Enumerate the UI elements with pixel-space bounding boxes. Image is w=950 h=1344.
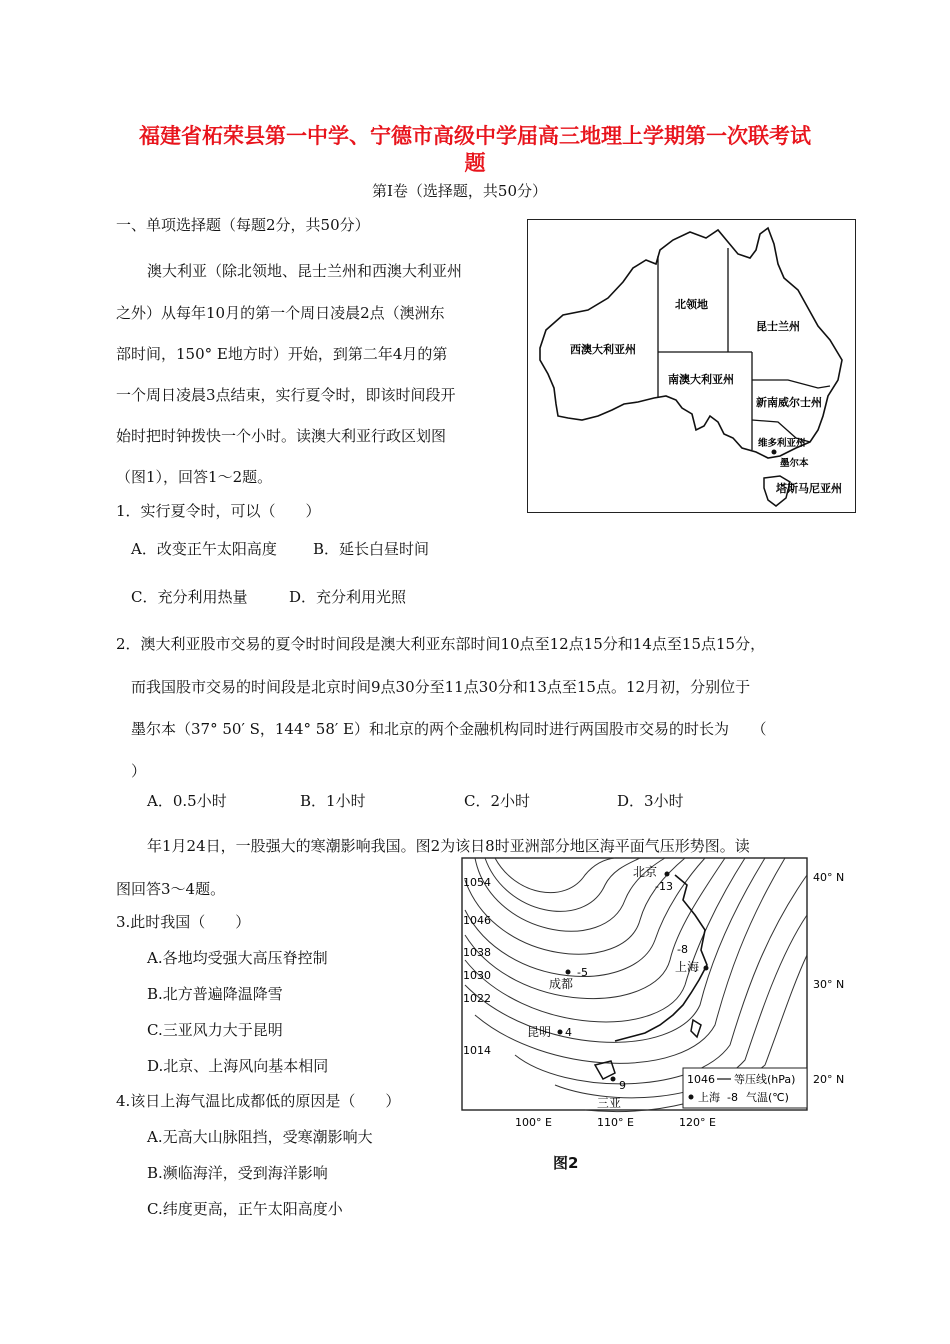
legend-temp-num: -8 bbox=[727, 1091, 738, 1104]
lat-label: 20° N bbox=[813, 1073, 845, 1086]
isobar-label: 1030 bbox=[463, 969, 491, 982]
city-chengdu: 成都 bbox=[549, 977, 574, 991]
q1-opt-b: B．延长白昼时间 bbox=[313, 540, 430, 558]
lat-label: 40° N bbox=[813, 871, 845, 884]
q1-opt-a: A．改变正午太阳高度 bbox=[131, 540, 277, 558]
isobar-label: 1022 bbox=[463, 992, 491, 1005]
q3-opt-a: A.各地均受强大高压脊控制 bbox=[147, 949, 328, 967]
intro1-line: 澳大利亚（除北领地、昆士兰州和西澳大利亚州 bbox=[147, 262, 463, 280]
q4-opt-b: B.濒临海洋，受到海洋影响 bbox=[147, 1164, 328, 1182]
label-nsw: 新南威尔士州 bbox=[756, 396, 822, 409]
legend-temp-city: 上海 bbox=[698, 1091, 720, 1104]
temp-shanghai: -8 bbox=[677, 943, 688, 956]
page-title-line2: 题 bbox=[464, 151, 486, 175]
isobar-label: 1054 bbox=[463, 876, 491, 889]
q2-opt-d: D．3小时 bbox=[617, 792, 684, 810]
label-wa: 西澳大利亚州 bbox=[570, 343, 636, 356]
pressure-map bbox=[455, 855, 855, 1135]
q2-opt-a: A．0.5小时 bbox=[147, 792, 227, 810]
label-tas: 塔斯马尼亚州 bbox=[776, 482, 842, 495]
lat-label: 30° N bbox=[813, 978, 845, 991]
intro1-line: 一个周日凌晨3点结束，实行夏令时，即该时间段开 bbox=[116, 386, 456, 404]
lon-label: 120° E bbox=[679, 1116, 716, 1129]
city-beijing: 北京 bbox=[633, 865, 658, 879]
q2-line: 2．澳大利亚股市交易的夏令时时间段是澳大利亚东部时间10点至12点15分和14点至15点15分， bbox=[116, 635, 766, 653]
city-sanya: 三亚 bbox=[597, 1096, 622, 1110]
section-subtitle: 第Ⅰ卷（选择题，共50分） bbox=[372, 182, 548, 200]
q3-stem: 3.此时我国（ ） bbox=[116, 913, 251, 931]
q4-opt-a: A.无高大山脉阻挡，受寒潮影响大 bbox=[147, 1128, 373, 1146]
isobar-label: 1038 bbox=[463, 946, 491, 959]
isobar-label: 1046 bbox=[463, 914, 491, 927]
lon-label: 100° E bbox=[515, 1116, 552, 1129]
q2-line: 墨尔本（37° 50′ S，144° 58′ E）和北京的两个金融机构同时进行两国股市交易的时长为 （ bbox=[131, 720, 767, 738]
q2-line: ） bbox=[131, 762, 147, 780]
city-shanghai: 上海 bbox=[675, 960, 700, 974]
intro1-line: （图1），回答1～2题。 bbox=[116, 468, 273, 486]
page-title: 福建省柘荣县第一中学、宁德市高级中学届高三地理上学期第一次联考试 bbox=[139, 124, 811, 148]
q1-stem: 1．实行夏令时，可以（ ） bbox=[116, 502, 321, 520]
label-sa: 南澳大利亚州 bbox=[668, 373, 734, 386]
label-qld: 昆士兰州 bbox=[756, 320, 800, 333]
legend-isobar-num: 1046 bbox=[687, 1073, 715, 1086]
temp-sanya: 9 bbox=[619, 1079, 626, 1092]
q2-opt-b: B．1小时 bbox=[300, 792, 366, 810]
lon-label: 110° E bbox=[597, 1116, 634, 1129]
intro2-line: 图回答3～4题。 bbox=[116, 880, 226, 898]
figure2-caption: 图2 bbox=[553, 1154, 579, 1172]
q1-opt-d: D．充分利用光照 bbox=[289, 588, 407, 606]
temp-chengdu: -5 bbox=[577, 966, 588, 979]
q3-opt-b: B.北方普遍降温降雪 bbox=[147, 985, 283, 1003]
q4-opt-c: C.纬度更高，正午太阳高度小 bbox=[147, 1200, 343, 1218]
q1-opt-c: C．充分利用热量 bbox=[131, 588, 248, 606]
legend-temp-text: 气温(℃) bbox=[746, 1091, 789, 1104]
q3-opt-c: C.三亚风力大于昆明 bbox=[147, 1021, 283, 1039]
temp-beijing: -13 bbox=[655, 880, 673, 893]
city-kunming: 昆明 bbox=[527, 1025, 552, 1039]
label-melbourne: 墨尔本 bbox=[780, 458, 809, 469]
section-heading: 一、单项选择题（每题2分，共50分） bbox=[116, 216, 370, 234]
australia-map bbox=[527, 219, 856, 513]
isobar-label: 1014 bbox=[463, 1044, 491, 1057]
label-vic: 维多利亚州 bbox=[758, 438, 806, 449]
intro2-line: 年1月24日，一股强大的寒潮影响我国。图2为该日8时亚洲部分地区海平面气压形势图。读 bbox=[147, 837, 750, 855]
q4-stem: 4.该日上海气温比成都低的原因是（ ） bbox=[116, 1092, 401, 1110]
intro1-line: 始时把时钟拨快一个小时。读澳大利亚行政区划图 bbox=[116, 427, 447, 445]
q3-opt-d: D.北京、上海风向基本相同 bbox=[147, 1057, 329, 1075]
q2-line: 而我国股市交易的时间段是北京时间9点30分至11点30分和13点至15点。12月初，分别位于 bbox=[131, 678, 751, 696]
label-nt: 北领地 bbox=[675, 298, 708, 311]
temp-kunming: 4 bbox=[565, 1026, 572, 1039]
legend-isobar-text: 等压线(hPa) bbox=[734, 1073, 796, 1086]
q2-opt-c: C．2小时 bbox=[464, 792, 531, 810]
intro1-line: 部时间，150° E地方时）开始，到第二年4月的第 bbox=[116, 345, 448, 363]
intro1-line: 之外）从每年10月的第一个周日凌晨2点（澳洲东 bbox=[116, 304, 445, 322]
